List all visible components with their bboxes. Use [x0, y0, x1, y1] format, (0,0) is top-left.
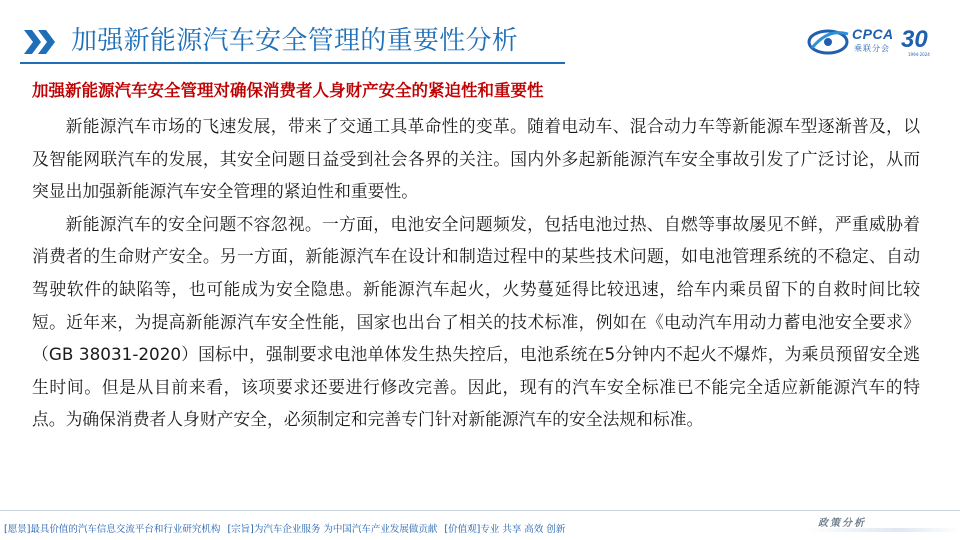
cpca-swoosh-icon [806, 22, 852, 58]
title-underline [20, 62, 565, 64]
logo-subtext: 乘联分会 [854, 44, 890, 53]
page-title: 加强新能源汽车安全管理的重要性分析 [71, 26, 519, 56]
footer-section-label: 政策分析 [818, 518, 866, 529]
logo-text: CPCA [852, 26, 894, 42]
footer-vision: [愿景]最具价值的汽车信息交流平台和行业研究机构 [4, 524, 221, 535]
header [0, 0, 960, 70]
footer-mission: [宗旨]为汽车企业服务 为中国汽车产业发展做贡献 [227, 524, 438, 535]
body-text [32, 110, 920, 436]
anniversary-years: 1994-2024 [908, 52, 930, 57]
cpca-logo [806, 22, 946, 62]
double-chevron-icon [22, 28, 62, 56]
footer-values: [价值观]专业 共享 高效 创新 [444, 524, 566, 535]
anniversary-number: 30 [901, 26, 928, 53]
footer-divider [0, 510, 960, 511]
paragraph: 新能源汽车市场的飞速发展，带来了交通工具革命性的变革。随着电动车、混合动力车等新能源车型逐渐普及，以及智能网联汽车的发展，其安全问题日益受到社会各界的关注。国内外多起新能源汽车安全事故引发了广泛讨论，从而突显出加强新能源汽车安全管理的紧迫性和重要性。 [32, 116, 920, 202]
footer-slogan [4, 521, 565, 535]
paragraph: 新能源汽车的安全问题不容忽视。一方面，电池安全问题频发，包括电池过热、自燃等事故屡见不鲜，严重威胁着消费者的生命财产安全。另一方面，新能源汽车在设计和制造过程中的某些技术问题，如电池管理系统的不稳定、自动驾驶软件的缺陷等，也可能成为安全隐患。新能源汽车起火，火势蔓延得比较迅速，给车内乘员留下的自救时间比较短。近年来，为提高新能源汽车安全性能，国家也出台了相关的技术标准，例如在《电动汽车用动力蓄电池安全要求》（GB 38031-2020）国标中，强制要求电池单体发生热失控后，电池系统在5分钟内不起火不爆炸，为乘员预留安全逃生时间。但是从目前来看，该项要求还要进行修改完善。因此，现有的汽车安全标准已不能完全适应新能源汽车的特点。为确保消费者人身财产安全，必须制定和完善专门针对新能源汽车的安全法规和标准。 [32, 213, 920, 430]
section-subtitle: 加强新能源汽车安全管理对确保消费者人身财产安全的紧迫性和重要性 [32, 81, 544, 100]
